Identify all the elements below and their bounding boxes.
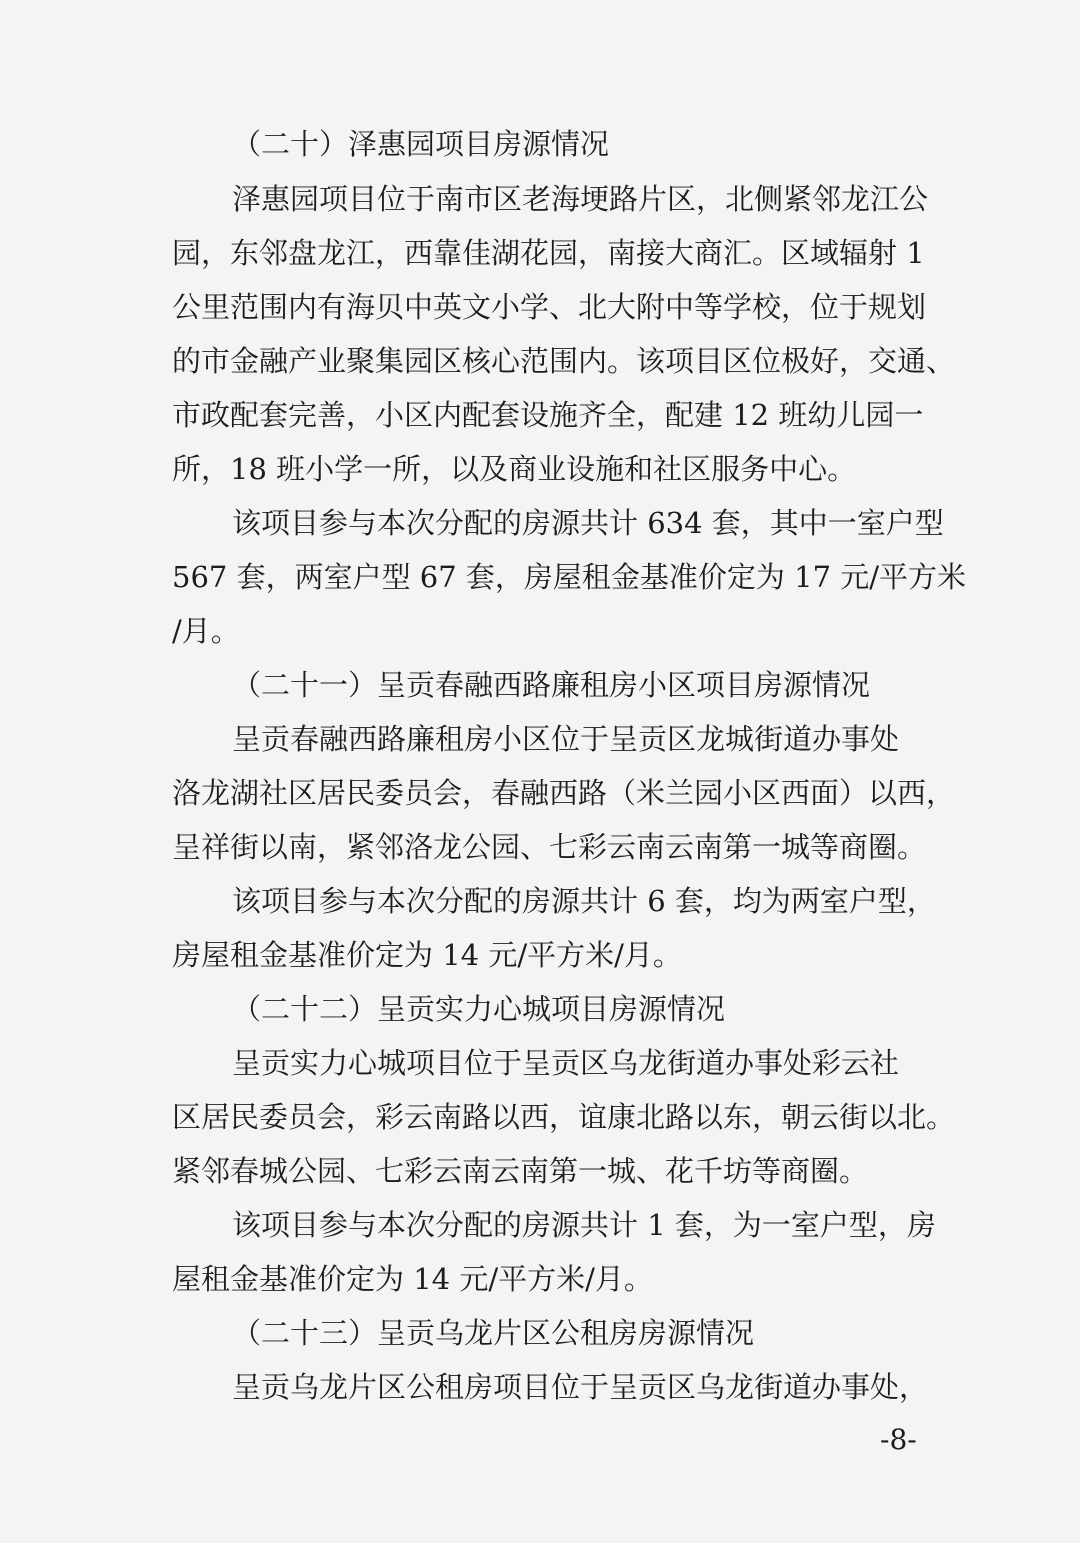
paragraph-line: 园，东邻盘龙江，西靠佳湖花园，南接大商汇。区域辐射 1 xyxy=(172,236,925,270)
paragraph-line: /月。 xyxy=(172,614,240,648)
section-heading-20: （二十）泽惠园项目房源情况 xyxy=(232,127,610,161)
paragraph-line: 紧邻春城公园、七彩云南云南第一城、花千坊等商圈。 xyxy=(172,1154,869,1188)
paragraph-line: 该项目参与本次分配的房源共计 634 套，其中一室户型 xyxy=(232,506,944,540)
section-heading-23: （二十三）呈贡乌龙片区公租房房源情况 xyxy=(232,1316,755,1350)
paragraph-line: 公里范围内有海贝中英文小学、北大附中等学校，位于规划 xyxy=(172,290,927,324)
paragraph-line: 呈贡实力心城项目位于呈贡区乌龙街道办事处彩云社 xyxy=(232,1046,900,1080)
paragraph-line: 房屋租金基准价定为 14 元/平方米/月。 xyxy=(172,938,682,972)
paragraph-line: 该项目参与本次分配的房源共计 1 套，为一室户型，房 xyxy=(232,1208,936,1242)
paragraph-line: 市政配套完善，小区内配套设施齐全，配建 12 班幼儿园一 xyxy=(172,398,924,432)
paragraph-line: 区居民委员会，彩云南路以西，谊康北路以东，朝云街以北。 xyxy=(172,1100,956,1134)
page-number: -8- xyxy=(880,1423,917,1456)
paragraph-line: 该项目参与本次分配的房源共计 6 套，均为两室户型， xyxy=(232,884,936,918)
paragraph-line: 泽惠园项目位于南市区老海埂路片区，北侧紧邻龙江公 xyxy=(232,182,929,216)
paragraph-line: 屋租金基准价定为 14 元/平方米/月。 xyxy=(172,1262,653,1296)
paragraph-line: 的市金融产业聚集园区核心范围内。该项目区位极好，交通、 xyxy=(172,344,956,378)
section-heading-22: （二十二）呈贡实力心城项目房源情况 xyxy=(232,992,726,1026)
paragraph-line: 洛龙湖社区居民委员会，春融西路（米兰园小区西面）以西， xyxy=(172,776,956,810)
paragraph-line: 呈贡春融西路廉租房小区位于呈贡区龙城街道办事处 xyxy=(232,722,900,756)
section-heading-21: （二十一）呈贡春融西路廉租房小区项目房源情况 xyxy=(232,668,871,702)
paragraph-line: 所，18 班小学一所，以及商业设施和社区服务中心。 xyxy=(172,452,857,486)
paragraph-line: 呈祥街以南，紧邻洛龙公园、七彩云南云南第一城等商圈。 xyxy=(172,830,927,864)
paragraph-line: 呈贡乌龙片区公租房项目位于呈贡区乌龙街道办事处， xyxy=(232,1370,929,1404)
paragraph-line: 567 套，两室户型 67 套，房屋租金基准价定为 17 元/平方米 xyxy=(172,560,967,594)
